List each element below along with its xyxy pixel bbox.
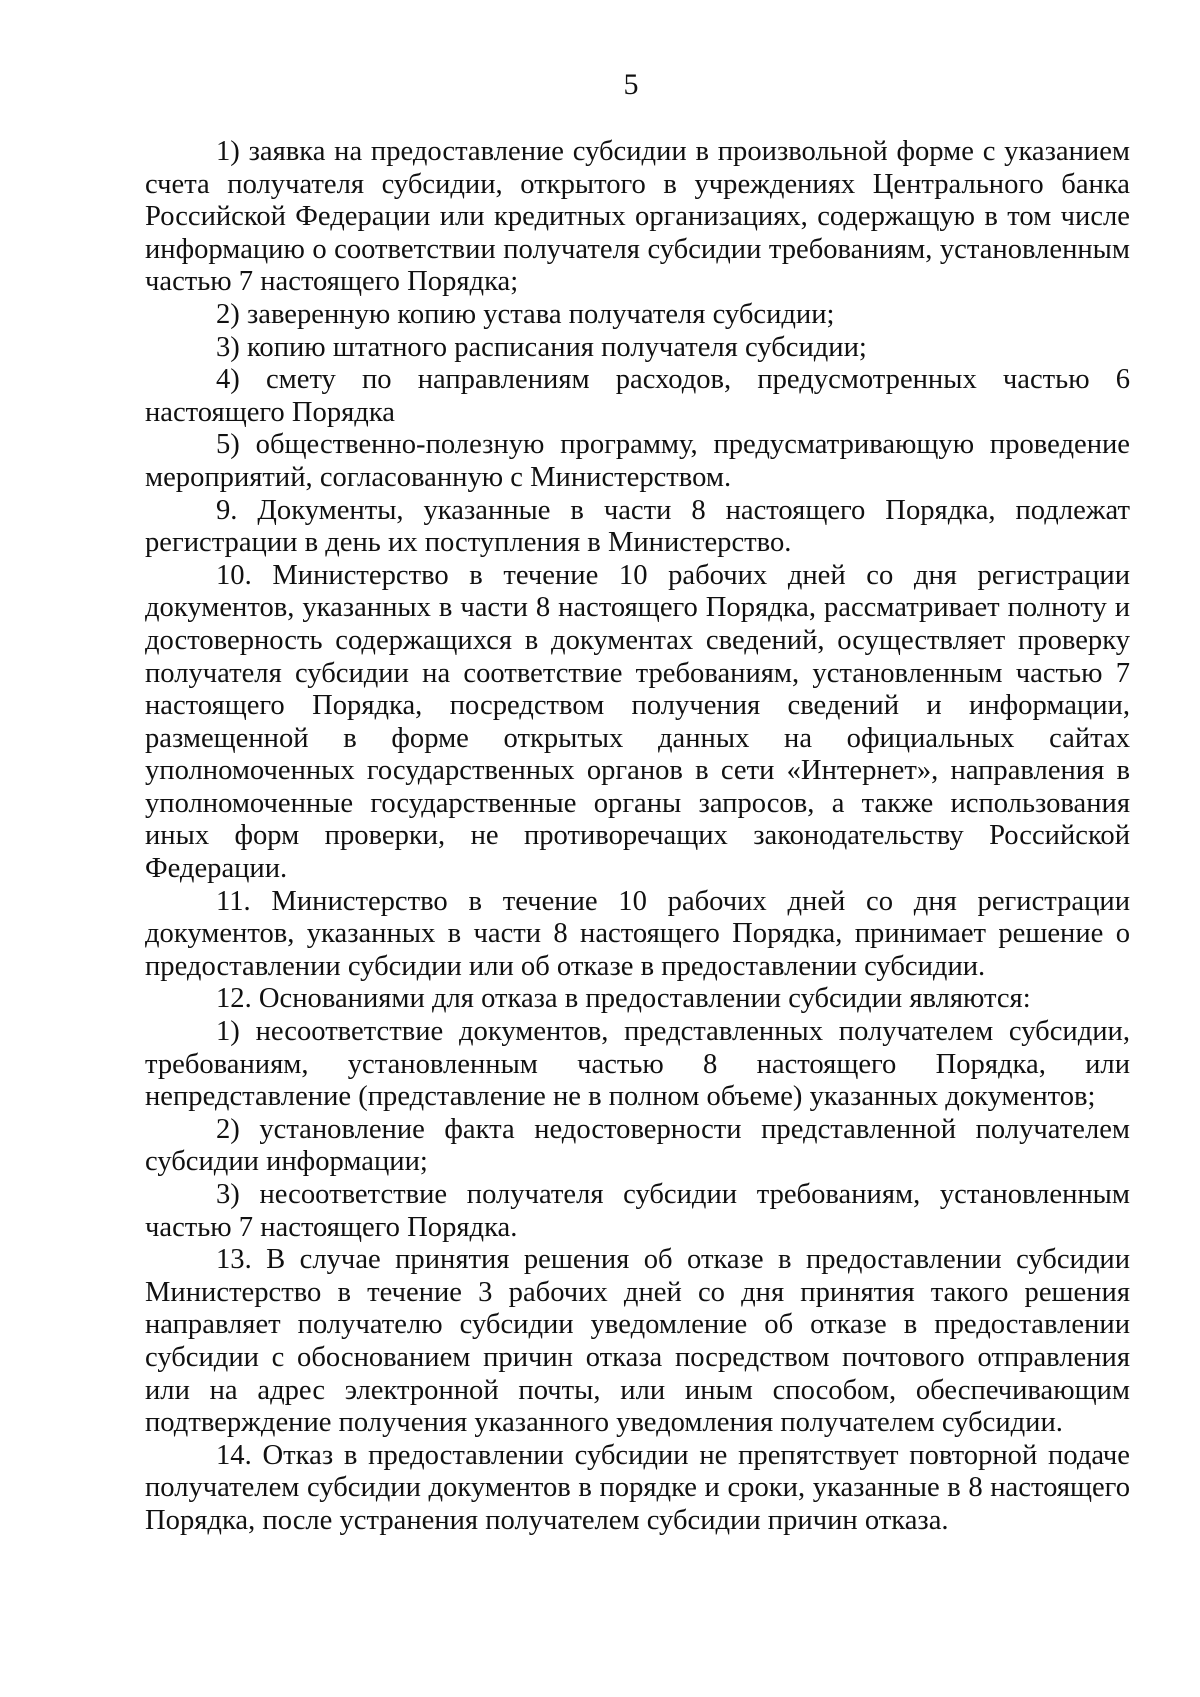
- paragraph-item-5-program: 5) общественно-полезную программу, предусматривающую проведение мероприятий, согласованную с Министерством.: [145, 429, 1130, 493]
- paragraph-13-notification: 13. В случае принятия решения об отказе в предоставлении субсидии Министерство в течение 3 рабочих дней со дня принятия такого решения направляет получателю субсидии уведомление об отказе в предоставлении субсидии с обоснованием причин отказа посредством почтового отправления или на адрес электронной почты, или иным способом, обеспечивающим подтверждение получения указанного уведомления получателем субсидии.: [145, 1244, 1130, 1439]
- paragraph-12-ground-1: 1) несоответствие документов, представленных получателем субсидии, требованиям, установленным частью 8 настоящего Порядка, или непредставление (представление не в полном объеме) указанных документов;: [145, 1016, 1130, 1113]
- paragraph-14-resubmission: 14. Отказ в предоставлении субсидии не препятствует повторной подаче получателем субсидии документов в порядке и сроки, указанные в 8 настоящего Порядка, после устранения получателем субсидии причин отказа.: [145, 1439, 1130, 1536]
- paragraph-12-ground-3: 3) несоответствие получателя субсидии требованиям, установленным частью 7 настоящего Порядка.: [145, 1179, 1130, 1243]
- paragraph-item-1-application: 1) заявка на предоставление субсидии в произвольной форме с указанием счета получателя субсидии, открытого в учреждениях Центрального банка Российской Федерации или кредитных организациях, содержащую в том числе информацию о соответствии получателя субсидии требованиям, установленным частью 7 настоящего Порядка;: [145, 136, 1130, 298]
- paragraph-12-ground-2: 2) установление факта недостоверности представленной получателем субсидии информации;: [145, 1113, 1130, 1178]
- paragraph-12-refusal-grounds: 12. Основаниями для отказа в предоставлении субсидии являются:: [216, 983, 1031, 1015]
- paragraph-9-registration: 9. Документы, указанные в части 8 настоящего Порядка, подлежат регистрации в день их поступления в Министерство.: [145, 494, 1130, 559]
- paragraph-item-2-charter-copy: 2) заверенную копию устава получателя субсидии;: [216, 298, 835, 330]
- paragraph-11-decision: 11. Министерство в течение 10 рабочих дней со дня регистрации документов, указанных в части 8 настоящего Порядка, принимает решение о предоставлении субсидии или об отказе в предоставлении субсидии.: [145, 885, 1130, 982]
- document-body: [145, 136, 1130, 1538]
- paragraph-item-4-cost-estimate: 4) смету по направлениям расходов, предусмотренных частью 6 настоящего Порядка: [145, 364, 1130, 428]
- paragraph-item-3-staff-schedule: 3) копию штатного расписания получателя субсидии;: [216, 331, 867, 363]
- paragraph-10-review: 10. Министерство в течение 10 рабочих дней со дня регистрации документов, указанных в части 8 настоящего Порядка, рассматривает полноту и достоверность содержащихся в документах сведений, осуществляет проверку получателя субсидии на соответствие требованиям, установленным частью 7 настоящего Порядка, посредством получения сведений и информации, размещенной в форме открытых данных на официальных сайтах уполномоченных государственных органов в сети «Интернет», направления в уполномоченные государственные органы запросов, а также использования иных форм проверки, не противоречащих законодательству Российской Федерации.: [145, 559, 1130, 885]
- page-number: 5: [623, 68, 639, 101]
